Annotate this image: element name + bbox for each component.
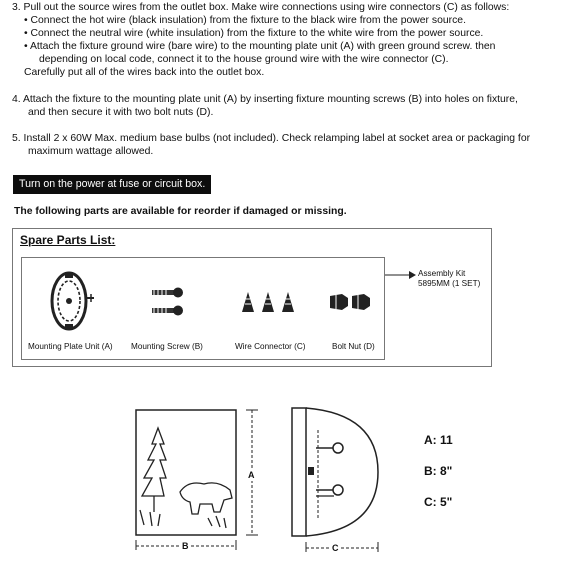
step-3-outro: Carefully put all of the wires back into the outlet box.: [24, 67, 265, 78]
step-3-bullet-1: • Connect the hot wire (black insulation) from the fixture to the black wire from the power source.: [24, 15, 466, 26]
power-notice: Turn on the power at fuse or circuit box.: [13, 175, 211, 194]
step-4-line-1: 4. Attach the fixture to the mounting plate unit (A) by inserting fixture mounting screws (B) into holes on fixture,: [12, 94, 518, 105]
arrow-right-icon: [385, 270, 417, 280]
bolt-nut-icon: [328, 292, 372, 312]
dimension-a-value: A: 11: [424, 433, 453, 447]
dimension-b-value: B: 8": [424, 464, 453, 478]
dimension-b-marker: B: [182, 541, 189, 551]
dimension-c-marker: C: [332, 543, 339, 553]
fixture-side-view: [288, 400, 388, 560]
step-3-bullet-3: • Attach the fixture ground wire (bare wire) to the mounting plate unit (A) with green ground screw. then: [24, 41, 496, 52]
dimension-a-marker: A: [248, 470, 255, 480]
spare-parts-title: Spare Parts List:: [20, 233, 116, 247]
mounting-screw-icon: [150, 286, 186, 320]
step-3-bullet-2: • Connect the neutral wire (white insulation) from the fixture to the white wire from the power source.: [24, 28, 484, 39]
step-5-line-2: maximum wattage allowed.: [28, 146, 154, 157]
assembly-kit-code: 5895MM (1 SET): [418, 279, 481, 288]
assembly-kit-label: [418, 269, 480, 289]
dimension-c-value: C: 5": [424, 495, 453, 509]
step-3-intro: 3. Pull out the source wires from the outlet box. Make wire connections using wire connectors (C) as follows:: [12, 2, 510, 13]
part-label-mounting-screw: Mounting Screw (B): [131, 342, 203, 351]
step-4-line-2: and then secure it with two bolt nuts (D).: [28, 107, 214, 118]
step-3-bullet-3-cont: depending on local code, connect it to the house ground wire with the wire connector (C).: [39, 54, 449, 65]
mounting-plate-icon: [46, 268, 96, 334]
step-5-line-1: 5. Install 2 x 60W Max. medium base bulbs (not included). Check relamping label at socket area or packaging for: [12, 133, 531, 144]
part-label-bolt-nut: Bolt Nut (D): [332, 342, 375, 351]
reorder-note: The following parts are available for reorder if damaged or missing.: [14, 206, 347, 217]
wire-connector-icon: [240, 290, 302, 314]
part-label-wire-connector: Wire Connector (C): [235, 342, 306, 351]
part-label-mounting-plate: Mounting Plate Unit (A): [28, 342, 113, 351]
assembly-kit-name: Assembly Kit: [418, 269, 466, 278]
